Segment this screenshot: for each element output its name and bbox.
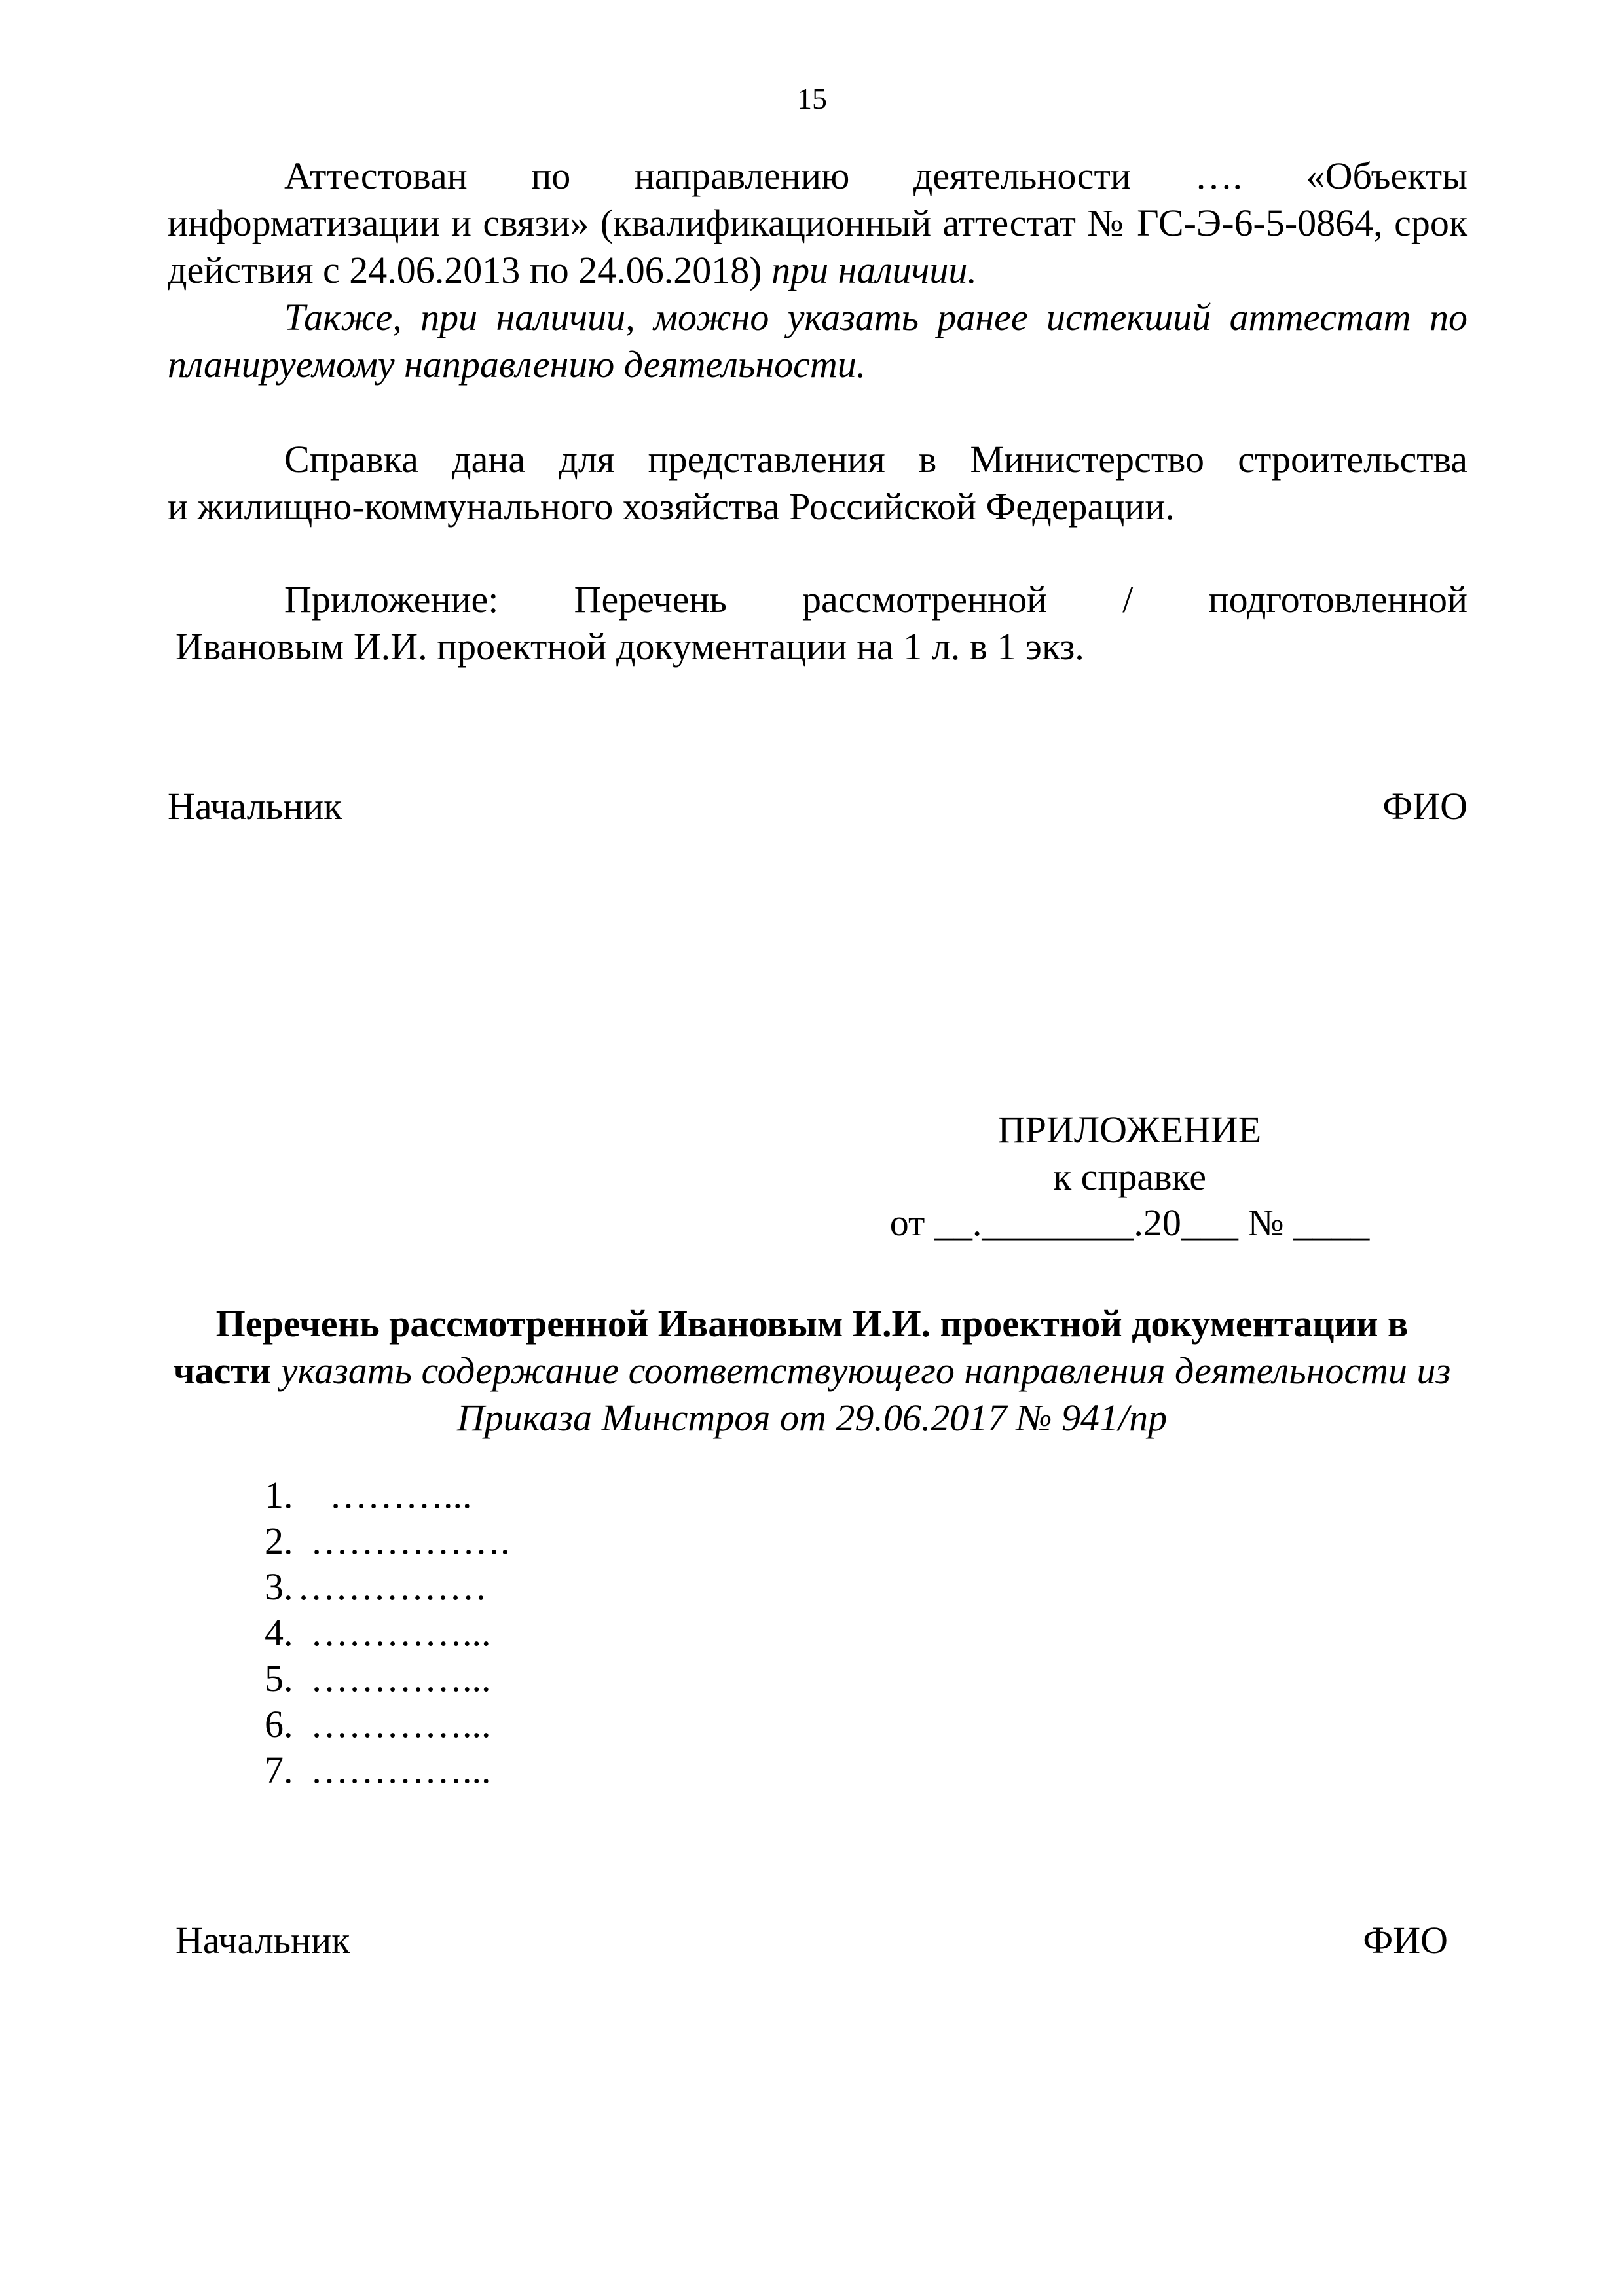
signature-name: ФИО [1382, 785, 1467, 828]
attachment-line-2: Ивановым И.И. проектной документации на 1 л. в 1 экз. [175, 625, 1084, 668]
signature-name: ФИО [1363, 1919, 1448, 1961]
list-item: 5. …………... [265, 1657, 491, 1700]
list-title-line-2: части указать содержание соответствующего направления деятельности из [173, 1349, 1451, 1392]
signature-position: Начальник [175, 1919, 350, 1961]
attachment-line-1: Приложение: Перечень рассмотренной / подготовленной [284, 578, 1468, 621]
attestation-note-line-1: Также, при наличии, можно указать ранее истекший аттестат по [284, 296, 1467, 338]
appendix-dateline: от __.________.20___ № ____ [889, 1201, 1370, 1244]
page-number: 15 [797, 82, 827, 115]
attestation-line-2: информатизации и связи» (квалификационный аттестат № ГС-Э-6-5-0864, срок [168, 202, 1467, 244]
list-item: 1. ………... [265, 1474, 472, 1516]
attestation-note-line-2: планируемому направлению деятельности. [168, 343, 866, 386]
list-title-line-3: Приказа Минстроя от 29.06.2017 № 941/пр [456, 1396, 1168, 1439]
appendix-subtitle: к справке [1052, 1156, 1207, 1198]
appendix-title: ПРИЛОЖЕНИЕ [997, 1108, 1262, 1151]
signature-position: Начальник [168, 785, 342, 828]
list-item: 7. …………... [265, 1749, 491, 1791]
attestation-line-1: Аттестован по направлению деятельности …. «Объекты [284, 155, 1468, 197]
purpose-line-2: и жилищно-коммунального хозяйства Российской Федерации. [168, 485, 1175, 528]
list-item: 4. …………... [265, 1611, 491, 1654]
purpose-line-1: Справка дана для представления в Министерство строительства [284, 438, 1467, 481]
list-item: 2. ……………. [265, 1520, 510, 1562]
list-title-line-1: Перечень рассмотренной Ивановым И.И. проектной документации в [215, 1302, 1409, 1345]
list-item: 6. …………... [265, 1703, 491, 1745]
list-item: 3. …………… [265, 1565, 487, 1608]
attestation-line-3: действия с 24.06.2013 по 24.06.2018) при наличии. [168, 249, 977, 291]
